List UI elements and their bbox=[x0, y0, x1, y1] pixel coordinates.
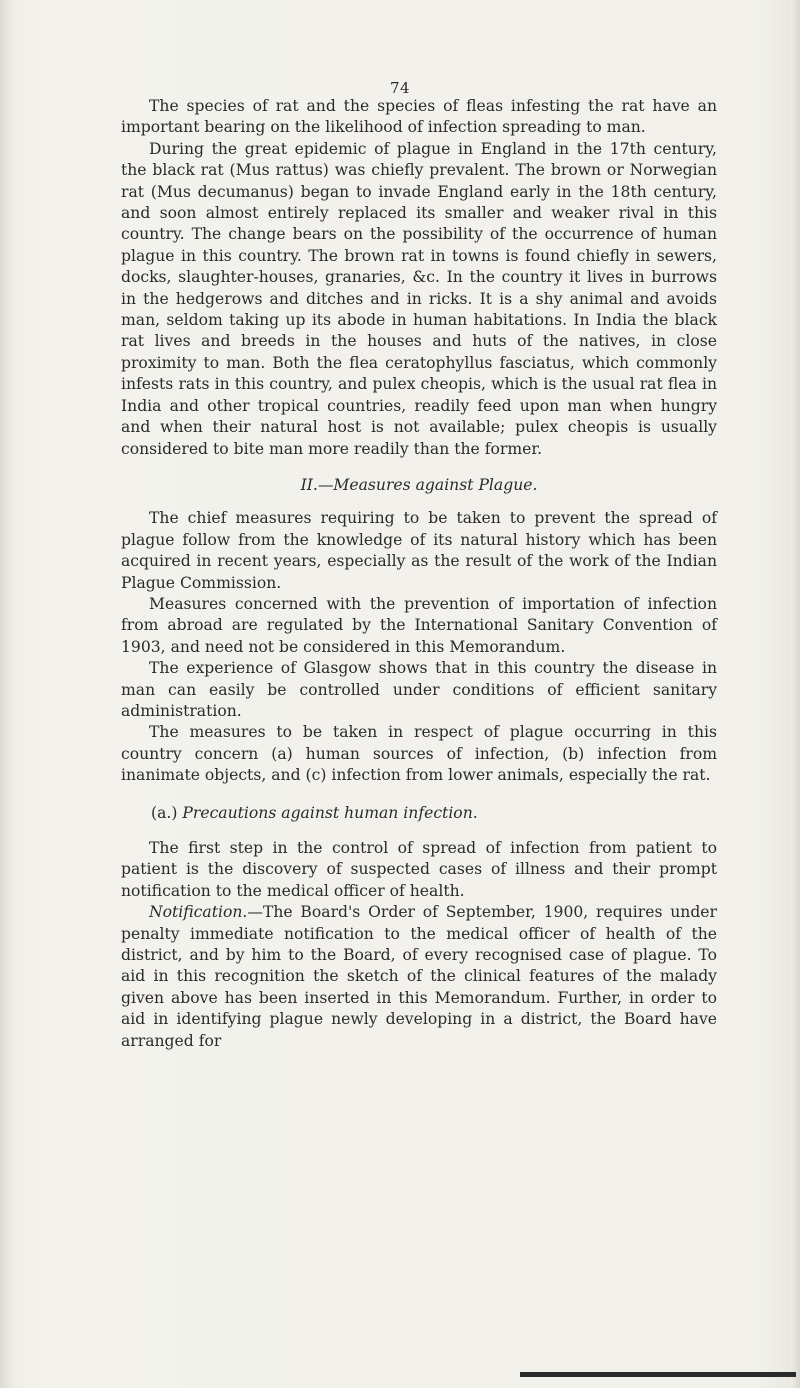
bottom-edge-rule bbox=[520, 1372, 796, 1377]
notification-body: —The Board's Order of September, 1900, requires under penalty immediate notification to the medical officer of health of the district, and by him to the Board, of every recognised case of plague. To aid in this recognition the sketch of the clinical features of the malady given above has been inserted in this Memorandum. Further, in order to aid in identifying plague newly developing in a district, the Board have arranged for bbox=[121, 903, 717, 1050]
paragraph-plague-history: During the great epidemic of plague in England in the 17th century, the black rat (Mus rattus) was chiefly prevalent. The brown or Norwegian rat (Mus decumanus) began to invade England early in the 18th century, and soon almost entirely replaced its smaller and weaker rival in this country. The change bears on the possibility of the occurrence of human plague in this country. The brown rat in towns is found chiefly in sewers, docks, slaughter-houses, granaries, &c. In the country it lives in burrows in the hedgerows and ditches and in ricks. It is a shy animal and avoids man, seldom taking up its abode in human habitations. In India the black rat lives and breeds in the houses and huts of the natives, in close proximity to man. Both the flea ceratophyllus fasciatus, which commonly infests rats in this country, and pulex cheopis, which is the usual rat flea in India and other tropical countries, readily feed upon man when hungry and when their natural host is not available; pulex cheopis is usually considered to bite man more readily than the former. bbox=[121, 139, 717, 458]
page-left-edge-shadow bbox=[0, 0, 14, 1388]
subsection-heading-human-infection bbox=[121, 803, 717, 824]
paragraph-measures-concern: The measures to be taken in respect of plague occurring in this country concern (a) human sources of infection, (b) infection from inanimate objects, and (c) infection from lower animals, especially the rat. bbox=[121, 723, 717, 785]
section-heading-measures: II.—Measures against Plague. bbox=[300, 475, 538, 494]
page-right-edge-shadow bbox=[790, 0, 800, 1388]
paragraph-chief-measures: The chief measures requiring to be taken to prevent the spread of plague follow from the knowledge of its natural history which has been acquired in recent years, especially as the result of the work of the Indian Plague Commission. bbox=[121, 509, 717, 592]
paragraph-first-step: The first step in the control of spread of infection from patient to patient is the discovery of suspected cases of illness and their prompt notification to the medical officer of health. bbox=[121, 839, 717, 900]
notification-lead: Notification. bbox=[149, 903, 248, 922]
paragraph-importation: Measures concerned with the prevention of importation of infection from abroad are regulated by the International Sanitary Convention of 1903, and need not be considered in this Memorandum. bbox=[121, 594, 717, 656]
page-number: 74 bbox=[389, 79, 411, 97]
subsection-title: Precautions against human infection. bbox=[182, 803, 478, 822]
subsection-prefix: (a.) bbox=[151, 803, 183, 822]
body-text bbox=[121, 96, 717, 1052]
paragraph-rat-species: The species of rat and the species of fleas infesting the rat have an important bearing on the likelihood of infection spreading to man. bbox=[121, 97, 717, 137]
paragraph-notification bbox=[121, 902, 717, 1052]
paragraph-glasgow: The experience of Glasgow shows that in this country the disease in man can easily be controlled under conditions of efficient sanitary administration. bbox=[121, 659, 717, 720]
